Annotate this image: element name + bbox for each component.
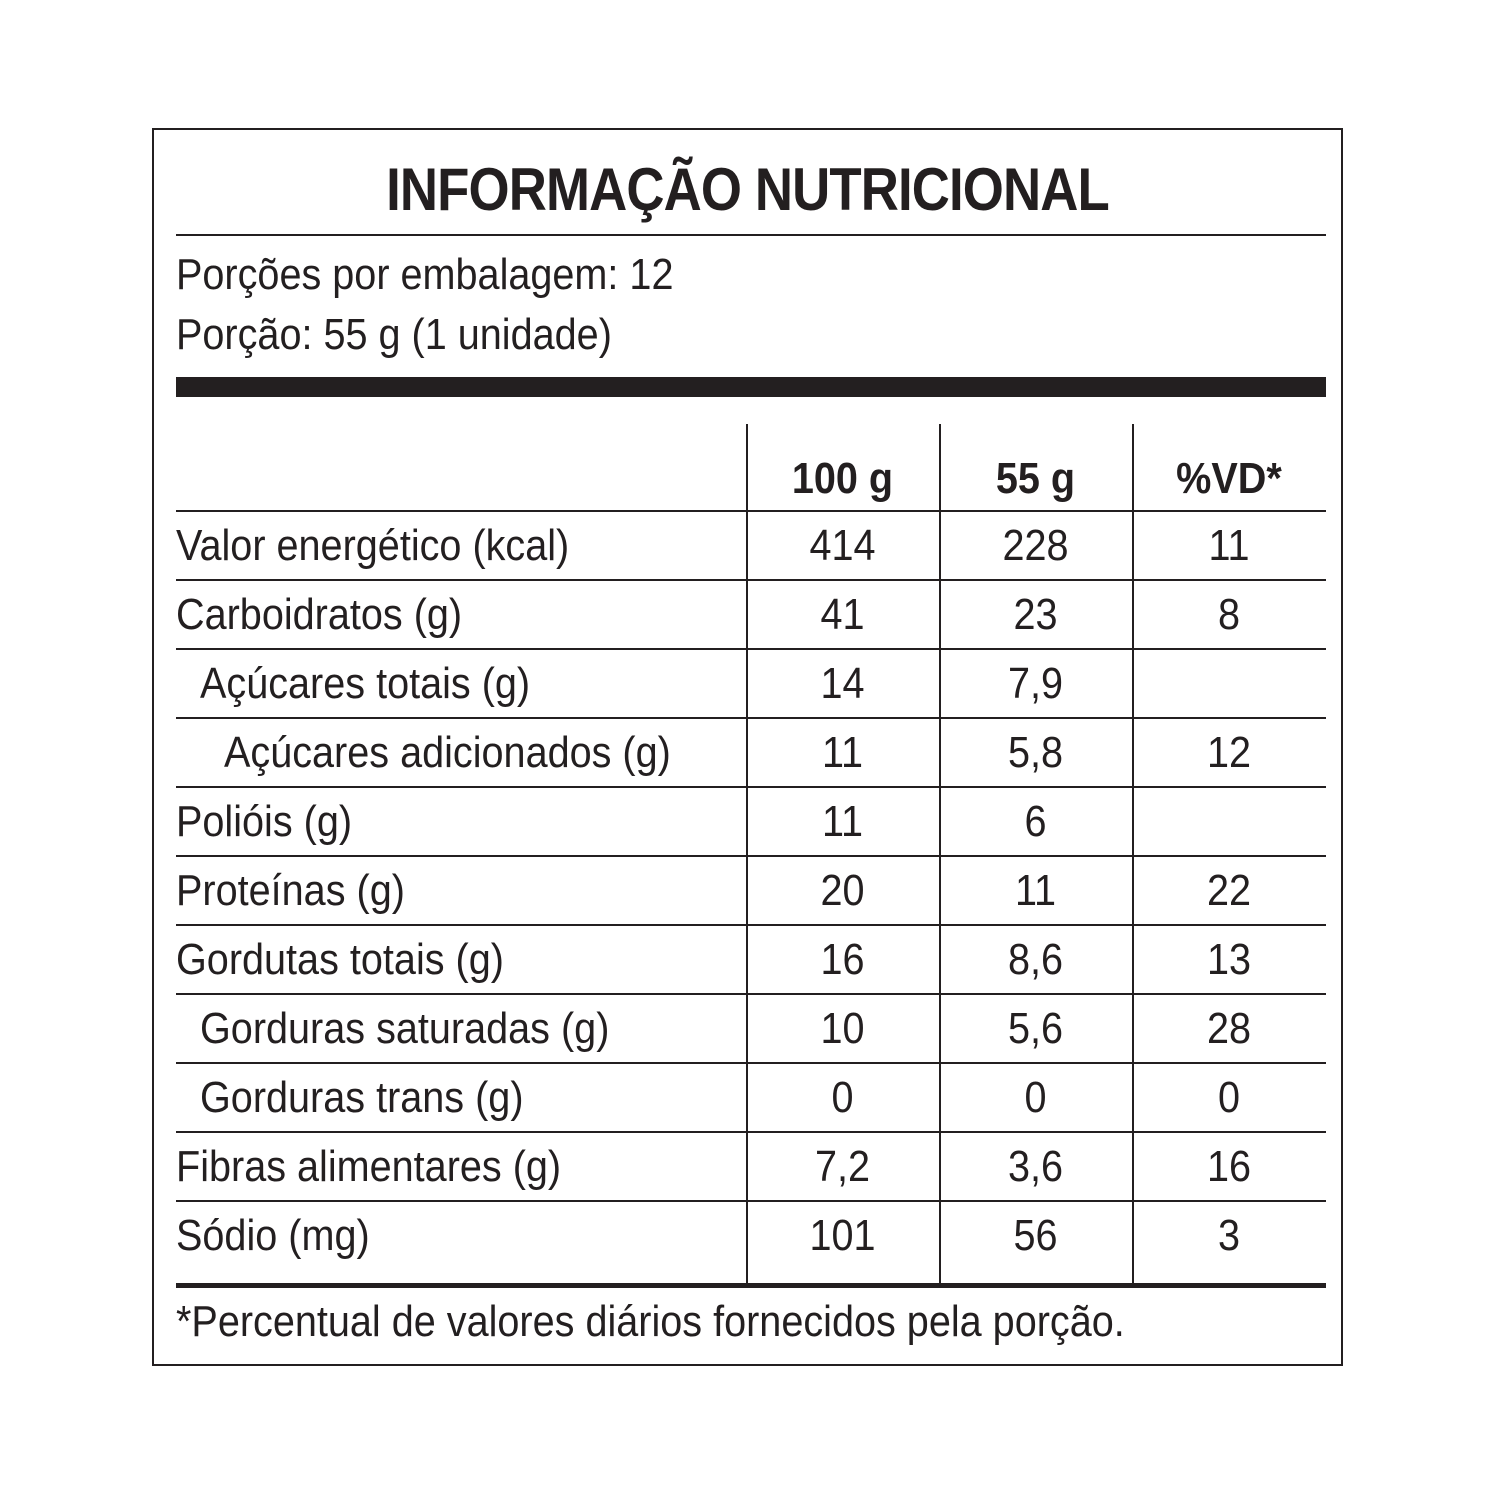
value-per-100g: 11: [821, 797, 864, 846]
value-per-100g: 0: [831, 1073, 854, 1122]
daily-value-percent: 12: [1206, 728, 1252, 777]
daily-value-percent: 28: [1206, 1004, 1252, 1053]
daily-value-percent: 22: [1206, 866, 1252, 915]
column-header-daily-value: %VD*: [1176, 454, 1282, 503]
value-per-100g: 7,2: [814, 1142, 871, 1191]
value-per-100g: 41: [820, 590, 865, 639]
table-row: [176, 857, 1326, 926]
bottom-thick-divider: [176, 1283, 1326, 1288]
servings-per-package: Porções por embalagem: 12: [176, 250, 674, 299]
value-per-100g: 101: [809, 1211, 876, 1260]
title-divider: [176, 234, 1326, 236]
nutrient-label: Sódio (mg): [176, 1211, 370, 1260]
daily-value-percent: 8: [1217, 590, 1241, 639]
value-per-serving: 11: [1014, 866, 1057, 915]
value-per-serving: 5,6: [1007, 1004, 1064, 1053]
value-per-serving: 3,6: [1007, 1142, 1064, 1191]
table-row: [176, 995, 1326, 1064]
table-row: [176, 1133, 1326, 1202]
value-per-serving: 8,6: [1007, 935, 1064, 984]
daily-value-percent: 16: [1206, 1142, 1252, 1191]
value-per-100g: 14: [820, 659, 865, 708]
table-row: [176, 788, 1326, 857]
serving-size: Porção: 55 g (1 unidade): [176, 310, 612, 359]
table-row: [176, 1064, 1326, 1133]
value-per-serving: 228: [1002, 521, 1069, 570]
value-per-serving: 0: [1024, 1073, 1047, 1122]
nutrition-title: INFORMAÇÃO NUTRICIONAL: [386, 156, 1109, 223]
nutrient-label: Proteínas (g): [176, 866, 405, 915]
daily-value-percent: 11: [1208, 521, 1250, 570]
value-per-serving: 23: [1013, 590, 1058, 639]
daily-value-percent: 13: [1206, 935, 1252, 984]
thick-divider: [176, 377, 1326, 397]
value-per-serving: 7,9: [1007, 659, 1064, 708]
nutrient-label: Polióis (g): [176, 797, 353, 846]
daily-value-percent: 0: [1217, 1073, 1241, 1122]
value-per-100g: 11: [821, 728, 864, 777]
value-per-100g: 16: [820, 935, 865, 984]
daily-value-percent: [1142, 650, 1317, 717]
daily-value-percent: 3: [1217, 1211, 1241, 1260]
table-row: [176, 1202, 1326, 1271]
daily-value-footnote: *Percentual de valores diários fornecidos pela porção.: [176, 1297, 1125, 1346]
nutrient-label: Açúcares totais (g): [200, 659, 531, 708]
nutrient-label: Açúcares adicionados (g): [224, 728, 671, 777]
nutrient-label: Gorduras trans (g): [200, 1073, 524, 1122]
value-per-serving: 5,8: [1007, 728, 1064, 777]
table-header-row: [176, 446, 1326, 512]
value-per-100g: 10: [820, 1004, 865, 1053]
value-per-serving: 56: [1013, 1211, 1058, 1260]
table-row: [176, 719, 1326, 788]
table-row: [176, 581, 1326, 650]
nutrient-label: Valor energético (kcal): [176, 521, 570, 570]
value-per-serving: 6: [1024, 797, 1047, 846]
nutrition-facts-panel: [152, 128, 1343, 1366]
nutrient-label: Gorduras saturadas (g): [200, 1004, 610, 1053]
nutrient-label: Fibras alimentares (g): [176, 1142, 562, 1191]
column-header-100g: 100 g: [791, 454, 894, 503]
nutrient-label: Gordutas totais (g): [176, 935, 504, 984]
column-header-serving: 55 g: [995, 454, 1076, 503]
value-per-100g: 414: [809, 521, 876, 570]
nutrient-label: Carboidratos (g): [176, 590, 463, 639]
daily-value-percent: [1142, 788, 1317, 855]
table-row: [176, 650, 1326, 719]
table-row: [176, 512, 1326, 581]
value-per-100g: 20: [820, 866, 865, 915]
table-row: [176, 926, 1326, 995]
